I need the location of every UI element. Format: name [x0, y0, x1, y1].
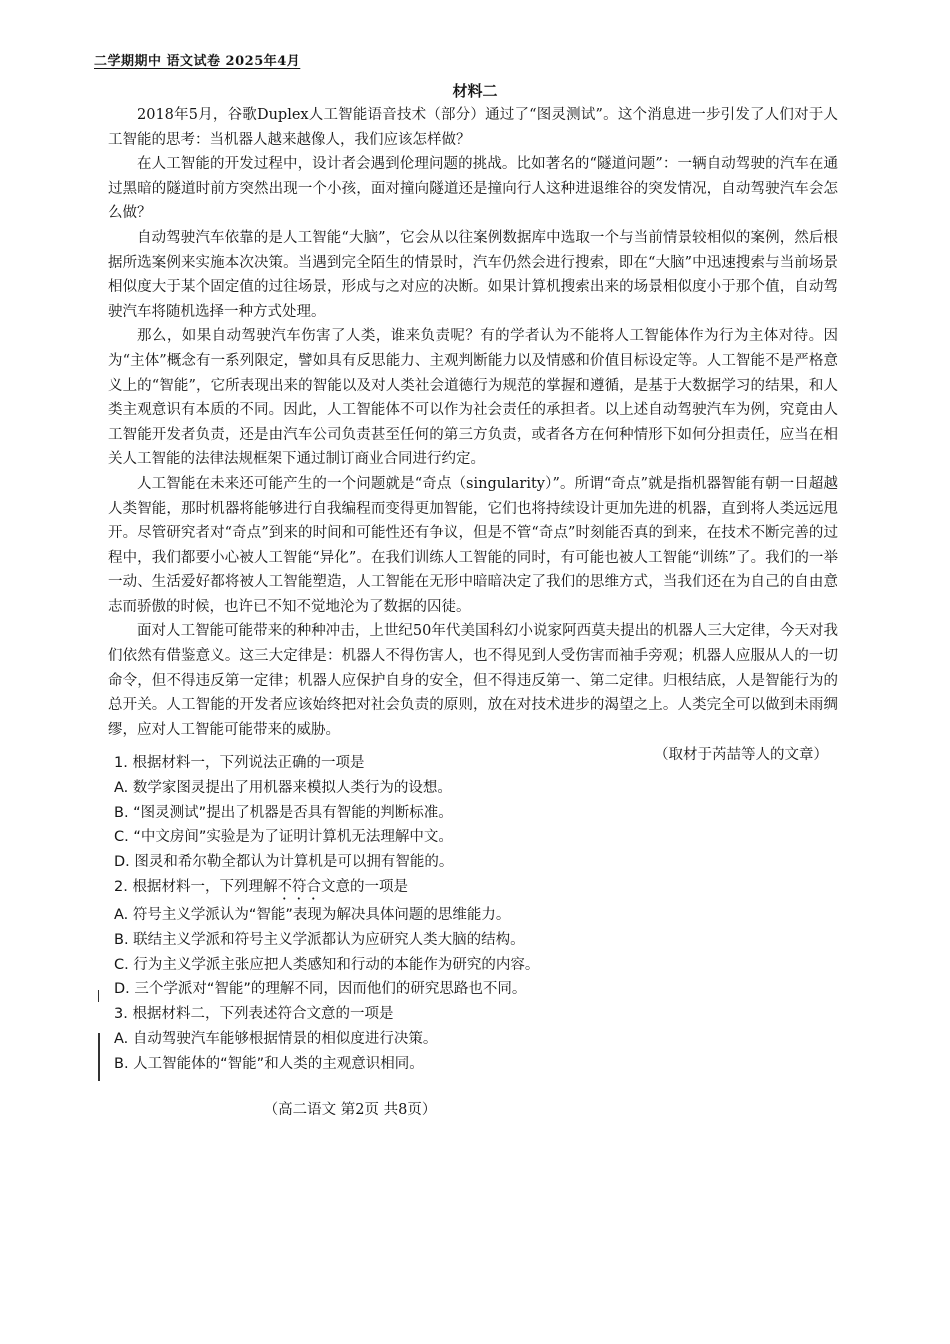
page-footer: （高二语文 第2页 共8页） — [263, 1102, 437, 1118]
paragraph: 面对人工智能可能带来的种种冲击，上世纪50年代美国科幻小说家阿西莫夫提出的机器人三大定律，今天对我们依然有借鉴意义。这三大定律是：机器人不得伤害人，也不得见到人受伤害而袖手旁观；机器人应服从人的一切命令，但不得违反第一定律；机器人应保护自身的安全，但不得违反第一、第二定律。归根结底，人是智能行为的总开关。人工智能的开发者应该始终把对社会负责的原则，放在对技术进步的渴望之上。人类完全可以做到未雨绸缪，应对人工智能可能带来的威胁。 — [108, 623, 838, 738]
question-2-option-d: D. 三个学派对“智能”的理解不同，因而他们的研究思路也不同。 — [114, 981, 527, 998]
question-1-option-c: C. “中文房间”实验是为了证明计算机无法理解中文。 — [114, 829, 453, 846]
question-2-emphasis: 不符合 — [277, 878, 321, 895]
question-3-option-a: A. 自动驾驶汽车能够根据情景的相似度进行决策。 — [114, 1030, 438, 1047]
question-2-stem-end: 文意的一项是 — [320, 878, 408, 895]
question-3-stem: 3. 根据材料二，下列表述符合文意的一项是 — [114, 1006, 394, 1023]
page-header: 二学期期中 语文试卷 2025年4月 — [94, 54, 301, 69]
question-2-option-b: B. 联结主义学派和符号主义学派都认为应研究人类大脑的结构。 — [114, 931, 525, 948]
question-2-option-c: C. 行为主义学派主张应把人类感知和行动的本能作为研究的内容。 — [114, 956, 540, 973]
paragraph: 自动驾驶汽车依靠的是人工智能“大脑”，它会从以往案例数据库中选取一个与当前情景较相似的案例，然后根据所选案例来实施本次决策。当遇到完全陌生的情景时，汽车仍然会进行搜索，即在“大脑”中迅速搜索与当前场景相似度大于某个固定值的过往场景，形成与之对应的决断。如果计算机搜索出来的场景相似度小于那个值，自动驾驶汽车将随机选择一种方式处理。 — [108, 229, 838, 320]
question-2-option-a: A. 符号主义学派认为“智能”表现为解决具体问题的思维能力。 — [114, 906, 511, 923]
article-body — [108, 103, 838, 768]
question-2-stem — [114, 875, 834, 903]
paragraph: 那么，如果自动驾驶汽车伤害了人类，谁来负责呢？有的学者认为不能将人工智能体作为行为主体对待。因为“主体”概念有一系列限定，譬如具有反思能力、主观判断能力以及情感和价值目标设定等。人工智能不是严格意义上的“智能”，它所表现出来的智能以及对人类社会道德行为规范的掌握和遵循，是基于大数据学习的结果，和人类主观意识有本质的不同。因此，人工智能体不可以作为社会责任的承担者。以上述自动驾驶汽车为例，究竟由人工智能开发者负责，还是由汽车公司负责甚至任何的第三方负责，或者各方在何种情形下如何分担责任，应当在相关人工智能的法律法规框架下通过制订商业合同进行约定。 — [108, 328, 838, 468]
margin-mark — [98, 1033, 100, 1081]
article-source: （取材于芮喆等人的文章） — [654, 747, 828, 764]
material-title: 材料二 — [452, 82, 498, 100]
question-3-option-b: B. 人工智能体的“智能”和人类的主观意识相同。 — [114, 1055, 424, 1072]
question-2-stem-start: 2. 根据材料一，下列理解 — [114, 878, 278, 895]
margin-mark — [98, 990, 99, 1002]
question-1-option-d: D. 图灵和希尔勒全都认为计算机是可以拥有智能的。 — [114, 854, 454, 871]
questions-section — [114, 751, 834, 1077]
question-1-option-b: B. “图灵测试”提出了机器是否具有智能的判断标准。 — [114, 804, 453, 821]
paragraph: 人工智能在未来还可能产生的一个问题就是“奇点（singularity）”。所谓“奇点”就是指机器智能有朝一日超越人类智能，那时机器将能够进行自我编程而变得更加智能，它们也将持续设计更加先进的机器，直到将人类远远甩开。尽管研究者对“奇点”到来的时间和可能性还有争议，但是不管“奇点”时刻能否真的到来，在技术不断完善的过程中，我们都要小心被人工智能“异化”。在我们训练人工智能的同时，有可能也被人工智能“训练”了。我们的一举一动、生活爱好都将被人工智能塑造，人工智能在无形中暗暗决定了我们的思维方式，当我们还在为自己的自由意志而骄傲的时候，也许已不知不觉地沦为了数据的囚徒。 — [108, 475, 838, 615]
question-1-stem: 1. 根据材料一，下列说法正确的一项是 — [114, 755, 365, 771]
paragraph: 在人工智能的开发过程中，设计者会遇到伦理问题的挑战。比如著名的“隧道问题”：一辆自动驾驶的汽车在通过黑暗的隧道时前方突然出现一个小孩，面对撞向隧道还是撞向行人这种进退维谷的突发情况，自动驾驶汽车会怎么做？ — [108, 156, 838, 222]
paragraph: 2018年5月，谷歌Duplex人工智能语音技术（部分）通过了“图灵测试”。这个消息进一步引发了人们对于人工智能的思考：当机器人越来越像人，我们应该怎样做？ — [108, 107, 838, 148]
question-1-option-a: A. 数学家图灵提出了用机器来模拟人类行为的设想。 — [114, 779, 452, 796]
